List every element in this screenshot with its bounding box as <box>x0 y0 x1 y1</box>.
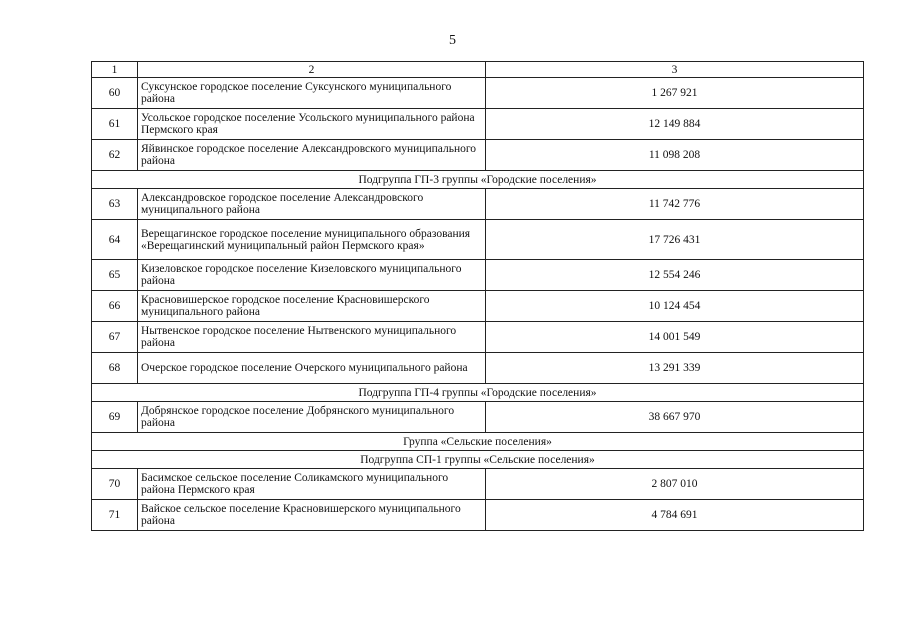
row-number: 65 <box>92 260 138 291</box>
settlement-name: Суксунское городское поселение Суксунского муниципального района <box>138 78 486 109</box>
row-number: 62 <box>92 140 138 171</box>
settlement-name: Усольское городское поселение Усольского муниципального района Пермского края <box>138 109 486 140</box>
table-row <box>92 469 864 500</box>
page-number: 5 <box>449 33 456 48</box>
table-row <box>92 140 864 171</box>
amount-value: 1 267 921 <box>486 78 864 109</box>
table-row <box>92 402 864 433</box>
amount-value: 12 149 884 <box>486 109 864 140</box>
table-row <box>92 353 864 384</box>
settlement-name: Вайское сельское поселение Красновишерского муниципального района <box>138 500 486 531</box>
column-header-2: 2 <box>138 62 486 78</box>
table-row <box>92 109 864 140</box>
settlement-name: Яйвинское городское поселение Александровского муниципального района <box>138 140 486 171</box>
settlement-name: Очерское городское поселение Очерского муниципального района <box>138 353 486 384</box>
row-number: 64 <box>92 220 138 260</box>
group-label: Группа «Сельские поселения» <box>92 433 864 451</box>
table-body <box>92 62 864 531</box>
table-row <box>92 260 864 291</box>
group-header-row <box>92 171 864 189</box>
amount-value: 17 726 431 <box>486 220 864 260</box>
table-row <box>92 500 864 531</box>
column-header-1: 1 <box>92 62 138 78</box>
amount-value: 4 784 691 <box>486 500 864 531</box>
row-number: 66 <box>92 291 138 322</box>
amount-value: 12 554 246 <box>486 260 864 291</box>
row-number: 61 <box>92 109 138 140</box>
table-row <box>92 220 864 260</box>
row-number: 63 <box>92 189 138 220</box>
table-row <box>92 291 864 322</box>
table-row <box>92 78 864 109</box>
row-number: 67 <box>92 322 138 353</box>
settlement-name: Красновишерское городское поселение Красновишерского муниципального района <box>138 291 486 322</box>
amount-value: 14 001 549 <box>486 322 864 353</box>
group-label: Подгруппа ГП-4 группы «Городские поселения» <box>92 384 864 402</box>
settlement-name: Басимское сельское поселение Соликамского муниципального района Пермского края <box>138 469 486 500</box>
table-row <box>92 322 864 353</box>
settlement-name: Верещагинское городское поселение муниципального образования «Верещагинский муниципальный район Пермского края» <box>138 220 486 260</box>
amount-value: 38 667 970 <box>486 402 864 433</box>
row-number: 69 <box>92 402 138 433</box>
group-label: Подгруппа ГП-3 группы «Городские поселения» <box>92 171 864 189</box>
amount-value: 11 742 776 <box>486 189 864 220</box>
group-header-row <box>92 384 864 402</box>
table-header-row <box>92 62 864 78</box>
settlement-name: Добрянское городское поселение Добрянского муниципального района <box>138 402 486 433</box>
amount-value: 11 098 208 <box>486 140 864 171</box>
amount-value: 10 124 454 <box>486 291 864 322</box>
amount-value: 2 807 010 <box>486 469 864 500</box>
group-header-row <box>92 433 864 451</box>
settlement-name: Кизеловское городское поселение Кизеловского муниципального района <box>138 260 486 291</box>
table-row <box>92 189 864 220</box>
group-label: Подгруппа СП-1 группы «Сельские поселения» <box>92 451 864 469</box>
amount-value: 13 291 339 <box>486 353 864 384</box>
row-number: 71 <box>92 500 138 531</box>
settlement-name: Нытвенское городское поселение Нытвенского муниципального района <box>138 322 486 353</box>
allocation-table <box>91 61 864 531</box>
group-header-row <box>92 451 864 469</box>
row-number: 70 <box>92 469 138 500</box>
column-header-3: 3 <box>486 62 864 78</box>
row-number: 60 <box>92 78 138 109</box>
settlement-name: Александровское городское поселение Александровского муниципального района <box>138 189 486 220</box>
row-number: 68 <box>92 353 138 384</box>
